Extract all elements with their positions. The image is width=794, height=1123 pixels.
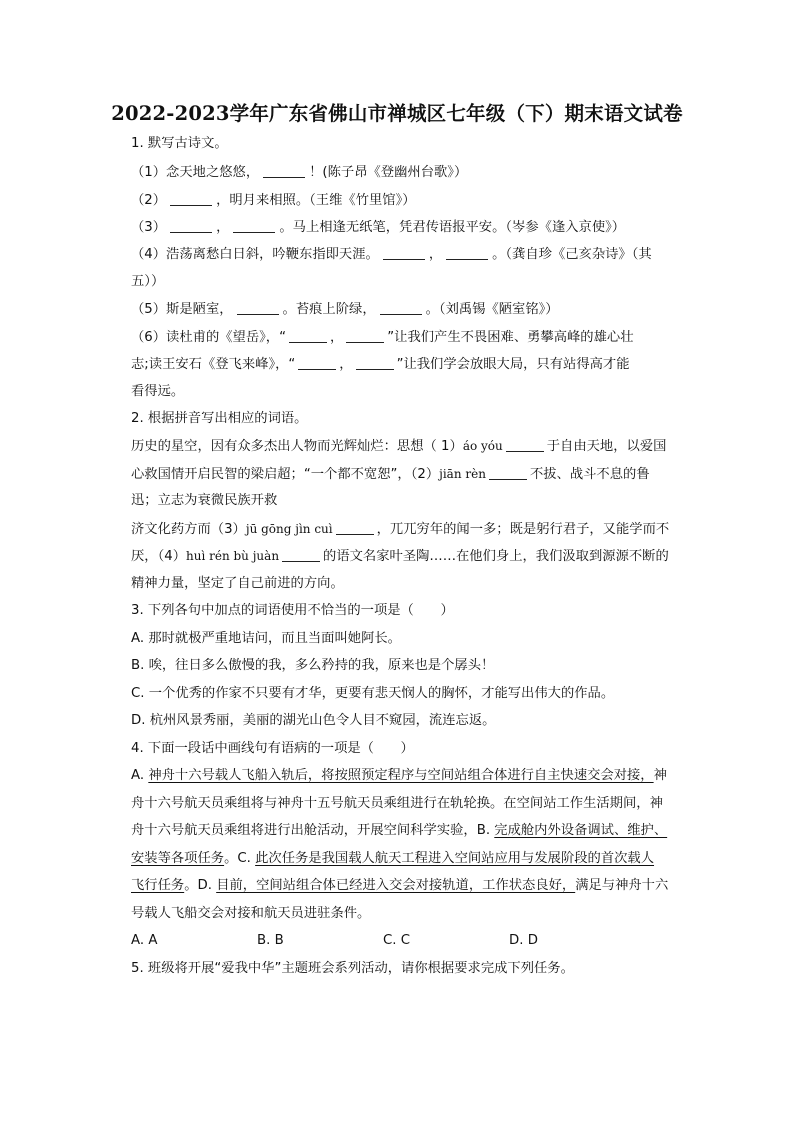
q2-line-2 (131, 465, 650, 484)
answer-blank[interactable] (346, 328, 384, 343)
pinyin-1: áo yóu (462, 439, 503, 453)
q1-item-3-text-a: （3） (131, 220, 167, 235)
q1-item-3-text-c: 。马上相逢无纸笔，凭君传语报平安。（岑参《逢入京使》） (279, 220, 626, 235)
answer-blank[interactable] (336, 520, 374, 535)
q1-item-6-text-a: （6）读杜甫的《望岳》，“ (131, 330, 286, 345)
q1-heading: 1. 默写古诗文。 (131, 136, 228, 151)
q1-item-3 (131, 218, 625, 237)
q2-text: 厌，（4） (131, 549, 186, 564)
q4-underlined-a: 神舟十六号载人飞船入轨后，将按照预定程序与空间站组合体进行自主快速交会对接， (148, 768, 654, 783)
q4-text: 满足与神舟十六 (575, 878, 669, 893)
q2-text: ，兀兀穷年的闻一多；既是躬行君子，又能学而不 (376, 522, 670, 537)
q1-item-6-text-f: ”让我们学会放眼大局，只有站得高才能 (396, 357, 630, 372)
q3-option-b[interactable]: B. 唉，往日多么傲慢的我，多么矜持的我，原来也是个孱头！ (131, 658, 495, 673)
q1-item-6-text-e: ， (339, 357, 353, 372)
q1-item-4-cont: 五）） (131, 274, 165, 289)
q3-option-c[interactable]: C. 一个优秀的作家不只要有才华，更要有悲天悯人的胸怀，才能写出伟大的作品。 (131, 686, 615, 701)
q2-heading: 2. 根据拼音写出相应的词语。 (131, 411, 308, 426)
q4-para-line-1 (131, 767, 667, 785)
q1-item-5-text-b: 。苔痕上阶绿， (282, 302, 376, 317)
q2-text: 的语文名家叶圣陶……在他们身上，我们汲取到源源不断的 (323, 549, 669, 564)
q1-item-2 (131, 191, 416, 210)
answer-blank[interactable] (170, 191, 212, 206)
q2-text: 历史的星空，因有众多杰出人物而光辉灿烂：思想（ 1） (131, 439, 463, 454)
q1-item-1-text-a: （1）念天地之悠悠， (131, 165, 260, 180)
q2-line-6: 精神力量，坚定了自己前进的方向。 (131, 576, 344, 591)
q4-option-c[interactable]: C. C (383, 933, 411, 948)
q4-heading: 4. 下面一段话中画线句有语病的一项是（ ） (131, 741, 414, 756)
answer-blank[interactable] (446, 245, 488, 260)
answer-blank[interactable] (356, 355, 394, 370)
q1-item-6-text-c: ”让我们产生不畏困难、勇攀高峰的雄心壮 (387, 330, 634, 345)
answer-blank[interactable] (298, 355, 336, 370)
q4-underlined-b-cont: 安装等各项任务 (131, 851, 225, 866)
q4-para-line-5 (131, 877, 668, 895)
q4-label-d: 。D. (184, 878, 217, 893)
q1-item-4-text-a: （4）浩荡离愁白日斜，吟鞭东指即天涯。 (131, 247, 379, 262)
answer-blank[interactable] (506, 437, 544, 452)
q4-option-b[interactable]: B. B (257, 933, 284, 948)
q3-option-d[interactable]: D. 杭州风景秀丽，美丽的湖光山色令人目不窥园，流连忘返。 (131, 713, 496, 728)
q1-item-4-text-c: 。（龚自珍《己亥杂诗》（其 (492, 247, 652, 262)
q4-label-a: A. (131, 768, 149, 783)
answer-blank[interactable] (489, 465, 527, 480)
q4-options (131, 932, 635, 950)
q4-para-line-2: 舟十六号航天员乘组将与神舟十五号航天员乘组进行在轨轮换。在空间站工作生活期间，神 (131, 796, 663, 811)
pinyin-2: jiān rèn (439, 467, 486, 481)
q4-option-d[interactable]: D. D (509, 933, 538, 948)
answer-blank[interactable] (170, 218, 212, 233)
answer-blank[interactable] (237, 300, 279, 315)
answer-blank[interactable] (383, 245, 425, 260)
q1-item-1-text-b: ！(陈子昂《登幽州台歌》） (309, 165, 468, 180)
q2-text: 于自由天地，以爱国 (546, 439, 667, 454)
page-title: 2022-2023学年广东省佛山市禅城区七年级（下）期末语文试卷 (111, 102, 683, 125)
q4-option-a[interactable]: A. A (131, 933, 158, 948)
q2-line-5 (131, 547, 669, 566)
q1-item-6 (131, 328, 634, 347)
answer-blank[interactable] (282, 547, 320, 562)
q2-line-3: 迅；立志为衰微民族开救 (131, 493, 278, 508)
q4-text: 神 (653, 768, 667, 783)
q3-option-a[interactable]: A. 那时就极严重地诘问，而且当面叫她阿长。 (131, 631, 401, 646)
q4-label-c: 。C. (224, 851, 256, 866)
q1-item-5-text-a: （5）斯是陋室， (131, 302, 233, 317)
q4-para-line-6: 号载人飞船交会对接和航天员进驻条件。 (131, 906, 371, 921)
q5-heading: 5. 班级将开展“爱我中华”主题班会系列活动，请你根据要求完成下列任务。 (131, 961, 574, 976)
answer-blank[interactable] (380, 300, 422, 315)
q1-item-2-text-a: （2） (131, 193, 167, 208)
q2-text: 不拔、战斗不息的鲁 (529, 467, 650, 482)
q4-underlined-b: 完成舱内外设备调试、维护、 (494, 823, 668, 838)
q2-line-1 (131, 437, 666, 456)
q4-underlined-d: 目前，空间站组合体已经进入交会对接轨道，工作状态良好， (216, 878, 576, 893)
q1-item-6-cont (131, 355, 630, 374)
q1-item-6-text-d: 志;读王安石《登飞来峰》，“ (131, 357, 296, 372)
q3-heading: 3. 下列各句中加点的词语使用不恰当的一项是（ ） (131, 603, 454, 618)
answer-blank[interactable] (233, 218, 275, 233)
q1-item-4-text-b: ， (428, 247, 443, 262)
q4-para-line-3 (131, 822, 667, 840)
q4-underlined-c-cont: 飞行任务 (131, 878, 185, 893)
pinyin-4: huì rén bù juàn (186, 549, 280, 563)
q1-item-4 (131, 245, 652, 264)
q1-item-6-text-b: ， (329, 330, 344, 345)
q2-line-4 (131, 520, 669, 539)
answer-blank[interactable] (289, 328, 327, 343)
q2-text: 济文化药方而（3） (131, 522, 246, 537)
q4-para-line-4 (131, 850, 654, 868)
answer-blank[interactable] (263, 163, 305, 178)
q1-item-2-text-b: ，明月来相照。（王维《竹里馆》） (216, 193, 416, 208)
q1-item-5 (131, 300, 559, 319)
q1-item-3-text-b: ， (216, 220, 230, 235)
pinyin-3: jū gōng jìn cuì (245, 522, 333, 536)
q4-underlined-c: 此次任务是我国载人航天工程进入空间站应用与发展阶段的首次载人 (255, 851, 655, 866)
q1-item-6-end: 看得远。 (131, 384, 185, 399)
q4-text: 舟十六号航天员乘组将进行出舱活动，开展空间科学实验，B. (131, 823, 495, 838)
q2-text: 心救国情开启民智的梁启超；“一个都不宽恕”，（2） (131, 467, 440, 482)
q1-item-1 (131, 163, 467, 182)
q1-item-5-text-c: 。（刘禹锡《陋室铭》） (425, 302, 559, 317)
